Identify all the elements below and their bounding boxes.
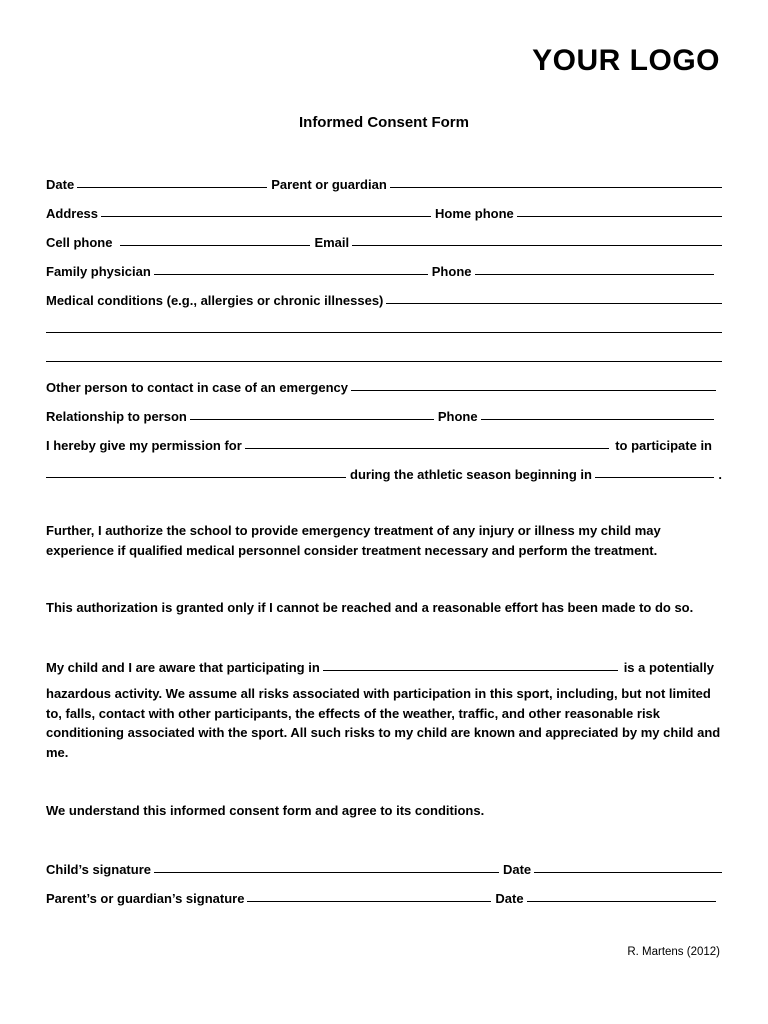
parent-signature-label: Parent’s or guardian’s signature [46,891,245,906]
child-date-label: Date [502,862,532,877]
parent-signature-blank[interactable] [247,900,491,902]
aware-prefix: My child and I are aware that participating in [46,660,320,675]
granted-paragraph: This authorization is granted only if I cannot be reached and a reasonable effort has been made to do so. [46,600,694,615]
authorize-paragraph: Further, I authorize the school to provide emergency treatment of any injury or illness my child may experience if qualified medical personnel consider treatment necessary and perform the treatment. [46,523,661,558]
address-label: Address [46,206,99,221]
address-blank[interactable] [101,215,431,217]
hazard-paragraph: hazardous activity. We assume all risks associated with participation in this sport, including, but not limited to, falls, contact with other participants, the effects of the weather, traffic, and other reasonable risk conditioning associated with the sport. All such risks to my child are known and appreciated by my child and me. [46,686,721,760]
medical-conditions-blank[interactable] [386,302,722,304]
relationship-phone-label: Phone [437,409,478,424]
row-date-parent [46,172,722,192]
phone-label: Phone [431,264,472,279]
home-phone-blank[interactable] [517,215,722,217]
row-season [46,462,722,482]
date-label: Date [46,177,75,192]
row-permission [46,433,722,453]
to-participate-label: to participate in [615,438,712,453]
emergency-contact-label: Other person to contact in case of an emergency [46,380,348,395]
form-title: Informed Consent Form [298,114,469,131]
row-relationship-phone [46,404,722,424]
family-physician-label: Family physician [46,264,151,279]
season-label: during the athletic season beginning in [350,467,592,482]
email-blank[interactable] [352,244,722,246]
permission-label: I hereby give my permission for [46,438,242,453]
row-medical-conditions [46,288,722,308]
activity-blank[interactable] [46,476,346,478]
physician-phone-blank[interactable] [475,273,715,275]
season-period: . [718,467,722,482]
row-physician-phone [46,259,722,279]
row-child-signature [46,857,722,877]
parent-date-label: Date [495,891,524,906]
row-cell-email [46,230,722,250]
author-credit: R. Martens (2012) [627,946,720,958]
relationship-blank[interactable] [190,418,434,420]
family-physician-blank[interactable] [154,273,428,275]
parent-guardian-blank[interactable] [390,186,722,188]
email-label: Email [314,235,350,250]
row-parent-signature [46,886,722,906]
row-aware [46,655,722,675]
aware-suffix: is a potentially [623,660,714,675]
medical-conditions-blank-3[interactable] [46,360,722,362]
parent-guardian-label: Parent or guardian [271,177,387,192]
cell-phone-label: Cell phone [46,235,113,250]
emergency-contact-blank[interactable] [351,389,716,391]
understand-paragraph: We understand this informed consent form and agree to its conditions. [46,803,485,818]
child-signature-blank[interactable] [154,871,499,873]
sport-blank[interactable] [323,669,618,671]
relationship-phone-blank[interactable] [481,418,714,420]
cell-phone-blank[interactable] [120,244,310,246]
row-emergency-contact [46,375,722,395]
row-medical-extra-2 [46,346,722,366]
child-signature-label: Child’s signature [46,862,151,877]
child-date-blank[interactable] [534,871,722,873]
row-medical-extra-1 [46,317,722,337]
home-phone-label: Home phone [435,206,514,221]
season-start-blank[interactable] [595,476,714,478]
company-logo: YOUR LOGO [532,44,720,77]
medical-conditions-blank-2[interactable] [46,331,722,333]
relationship-label: Relationship to person [46,409,187,424]
medical-conditions-label: Medical conditions (e.g., allergies or chronic illnesses) [46,293,384,308]
date-blank[interactable] [77,186,267,188]
parent-date-blank[interactable] [527,900,716,902]
permission-name-blank[interactable] [245,447,609,449]
row-address-homephone [46,201,722,221]
